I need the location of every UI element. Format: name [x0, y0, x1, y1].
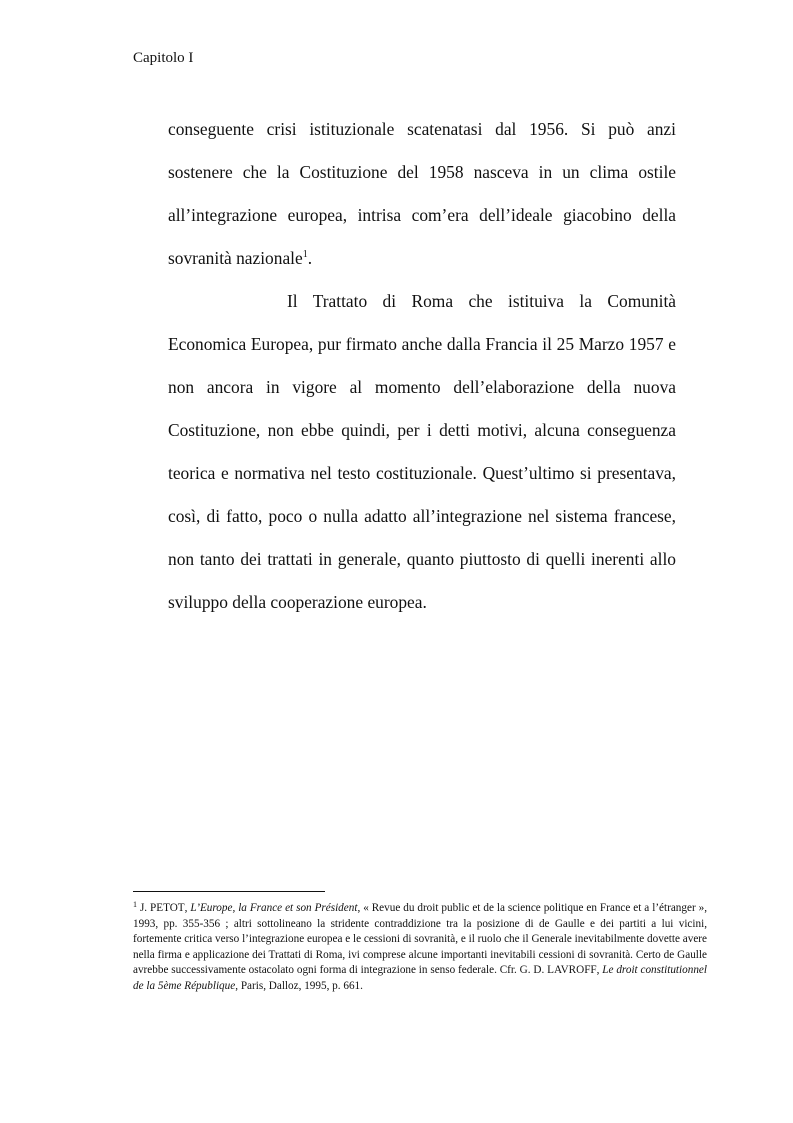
paragraph-1-trailing: .: [307, 248, 313, 268]
footnote-title-2: Le droit constitutionnel de la 5ème République: [133, 964, 707, 992]
running-header: Capitolo I: [133, 50, 194, 66]
footnote-marker: 1: [133, 900, 137, 909]
footnote-sep-2: ,: [596, 964, 603, 976]
footnote-author2-surname: AVROFF: [553, 964, 597, 976]
footnote-text-2: , Paris, Dalloz, 1995, p. 661.: [235, 979, 363, 992]
footnote-separator: [133, 891, 325, 892]
footnote-text-1: , « Revue du droit public et de la science politique en France et a l’étranger », 1993, pp. 355-356 ; altri sottolineano la stridente contraddizione tra la posizione di de Gaulle e dei partiti a lui vicini, fortemente critica verso l’integrazione europea e le cessioni di sovranità, e il ruolo che il Generale inevitabilmente dovette avere nella firma e applicazione dei Trattati di Roma, ivi comprese alcune importanti inevitabili cessioni di sovranità. Certo de Gaulle avrebbe successivamente ostacolato ogni forma di integrazione in senso federale. Cfr. G. D. L: [133, 902, 708, 976]
footnote-author-initial: J. P: [139, 902, 157, 914]
footnote-title-1: L’Europe, la France et son Président: [190, 902, 358, 914]
footnote-sep-1: ,: [184, 902, 191, 914]
main-text: [168, 108, 676, 624]
footnote: [133, 901, 707, 994]
paragraph-1: [168, 108, 676, 280]
paragraph-2: Il Trattato di Roma che istituiva la Comunità Economica Europea, pur firmato anche dalla Francia il 25 Marzo 1957 e non ancora in vigore al momento dell’elaborazione della nuova Costituzione, non ebbe quindi, per i detti motivi, alcuna conseguenza teorica e normativa nel testo costituzionale. Quest’ultimo si presentava, così, di fatto, poco o nulla adatto all’integrazione nel sistema francese, non tanto dei trattati in generale, quanto piuttosto di quelli inerenti allo sviluppo della cooperazione europea.: [168, 291, 676, 612]
footnote-author-surname: ETOT: [156, 902, 185, 914]
footnote-reference[interactable]: 1: [302, 249, 308, 260]
paragraph-1-text: conseguente crisi istituzionale scatenatasi dal 1956. Si può anzi sostenere che la Costituzione del 1958 nasceva in un clima ostile all’integrazione europea, intrisa com’era dell’ideale giacobino della sovranità nazionale: [168, 119, 676, 268]
